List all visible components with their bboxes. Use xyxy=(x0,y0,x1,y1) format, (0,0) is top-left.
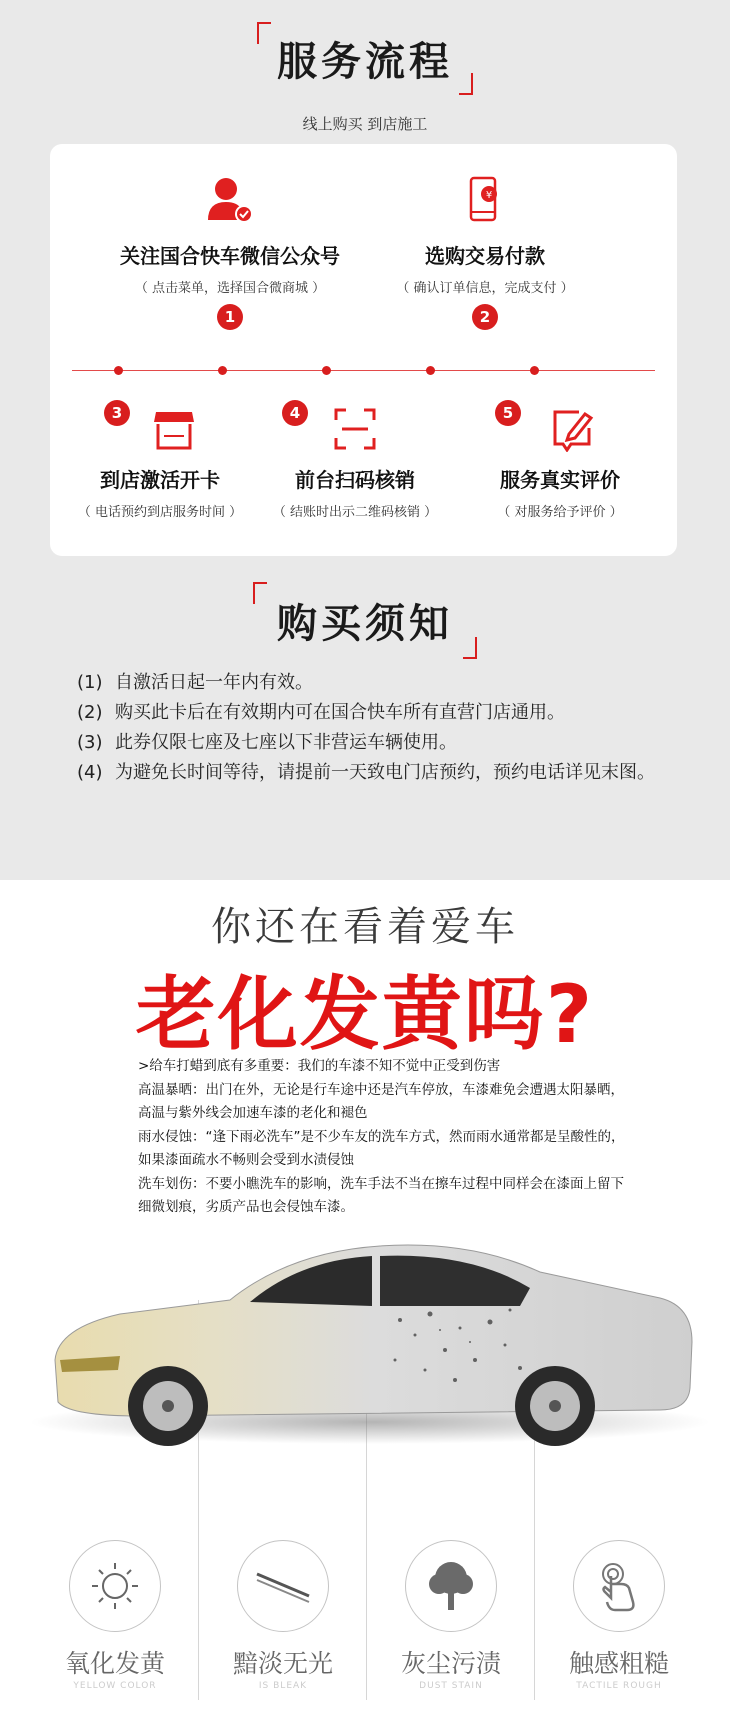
notice-header xyxy=(0,582,730,659)
feature-dull xyxy=(228,1540,338,1691)
desc-line: >给车打蜡到底有多重要：我们的车漆不知不觉中正受到伤害 xyxy=(138,1058,501,1074)
sun-icon xyxy=(89,1560,141,1612)
feature-title: 黯淡无光 xyxy=(232,1649,333,1678)
list-item-num: (3) xyxy=(77,732,103,753)
step-2-label: 选购交易付款 xyxy=(425,244,545,268)
bracket-top-left xyxy=(257,22,271,44)
step-5-sub: （ 对服务给予评价 ） xyxy=(497,505,623,520)
bracket-bottom-right xyxy=(459,73,473,95)
tree-icon xyxy=(425,1558,477,1614)
feature-title: 氧化发黄 xyxy=(64,1649,165,1678)
feature-subtitle: TACTILE ROUGH xyxy=(576,1681,662,1691)
desc-line: 高温暴晒：出门在外，无论是行车途中还是汽车停放，车漆难免会遭遇太阳暴晒，高温与紫外线会加速车漆的老化和褪色 xyxy=(138,1081,624,1121)
step-2 xyxy=(370,174,600,330)
svg-text:¥: ¥ xyxy=(485,190,493,201)
desc-line: 雨水侵蚀：“逢下雨必洗车”是不少车友的洗车方式，然而雨水通常都是呈酸性的，如果漆面疏水不畅则会受到水渍侵蚀 xyxy=(138,1128,625,1168)
problem-features xyxy=(60,1540,680,1720)
feature-icon-circle xyxy=(237,1540,329,1632)
list-item xyxy=(77,698,677,728)
feature-dust xyxy=(396,1540,506,1691)
timeline-dot xyxy=(322,366,331,375)
step-2-badge: 2 xyxy=(472,304,498,330)
list-item xyxy=(77,668,677,698)
scan-icon xyxy=(332,406,378,452)
step-4 xyxy=(250,400,460,520)
feature-title: 触感粗糙 xyxy=(568,1649,669,1678)
wiper-icon xyxy=(253,1566,313,1606)
list-item-text: 购买此卡后在有效期内可在国合快车所有直营门店通用。 xyxy=(115,702,565,723)
feature-subtitle: YELLOW COLOR xyxy=(73,1681,157,1691)
step-3-badge: 3 xyxy=(104,400,130,426)
service-steps-card xyxy=(50,144,677,556)
step-2-sub: （ 确认订单信息，完成支付 ） xyxy=(396,281,574,296)
feature-yellowing xyxy=(60,1540,170,1691)
feature-title: 灰尘污渍 xyxy=(400,1649,501,1678)
list-item-text: 为避免长时间等待，请提前一天致电门店预约，预约电话详见末图。 xyxy=(115,762,655,783)
feature-subtitle: DUST STAIN xyxy=(419,1681,483,1691)
store-icon xyxy=(150,406,198,454)
timeline-dot xyxy=(114,366,123,375)
hero-description xyxy=(138,1055,628,1220)
list-item-text: 此券仅限七座及七座以下非营运车辆使用。 xyxy=(115,732,457,753)
service-title xyxy=(257,22,473,95)
step-4-sub: （ 结账时出示二维码核销 ） xyxy=(272,505,438,520)
hero-question: 你还在看着爱车 xyxy=(211,904,519,950)
car-image xyxy=(0,1210,730,1540)
service-header xyxy=(0,22,730,134)
timeline-line xyxy=(72,370,655,371)
list-item xyxy=(77,758,677,788)
notice-title-text: 购买须知 xyxy=(277,601,453,647)
feature-rough xyxy=(564,1540,674,1691)
step-1-sub: （ 点击菜单，选择国合微商城 ） xyxy=(134,281,326,296)
list-item-num: (1) xyxy=(77,672,103,693)
step-4-label: 前台扫码核销 xyxy=(295,468,415,492)
feature-icon-circle xyxy=(573,1540,665,1632)
user-check-icon xyxy=(204,174,256,226)
service-subtitle: 线上购买 到店施工 xyxy=(302,115,428,133)
timeline-dot xyxy=(218,366,227,375)
feature-icon-circle xyxy=(405,1540,497,1632)
service-title-text: 服务流程 xyxy=(277,39,453,85)
step-1-label: 关注国合快车微信公众号 xyxy=(120,244,340,268)
bracket-bottom-right xyxy=(463,637,477,659)
feature-icon-circle xyxy=(69,1540,161,1632)
step-4-badge: 4 xyxy=(282,400,308,426)
step-5-badge: 5 xyxy=(495,400,521,426)
hero-headline: 老化发黄吗? xyxy=(135,968,595,1061)
notice-title xyxy=(253,582,477,659)
list-item-num: (2) xyxy=(77,702,103,723)
list-item xyxy=(77,728,677,758)
step-5 xyxy=(465,400,655,520)
step-1 xyxy=(110,174,350,330)
phone-yen-icon xyxy=(459,174,511,226)
bracket-top-left xyxy=(253,582,267,604)
list-item-num: (4) xyxy=(77,762,103,783)
step-1-badge: 1 xyxy=(217,304,243,330)
step-3 xyxy=(70,400,250,520)
list-item-text: 自激活日起一年内有效。 xyxy=(115,672,313,693)
touch-hand-icon xyxy=(593,1558,645,1614)
timeline-dot xyxy=(530,366,539,375)
step-5-label: 服务真实评价 xyxy=(500,468,620,492)
step-3-label: 到店激活开卡 xyxy=(100,468,220,492)
notice-list xyxy=(77,668,677,788)
feature-subtitle: IS BLEAK xyxy=(258,1681,308,1691)
desc-line: 洗车划伤：不要小瞧洗车的影响，洗车手法不当在擦车过程中同样会在漆面上留下细微划痕，劣质产品也会侵蚀车漆。 xyxy=(138,1175,624,1215)
step-3-sub: （ 电话预约到店服务时间 ） xyxy=(77,505,243,520)
timeline-dot xyxy=(426,366,435,375)
edit-review-icon xyxy=(549,406,595,452)
